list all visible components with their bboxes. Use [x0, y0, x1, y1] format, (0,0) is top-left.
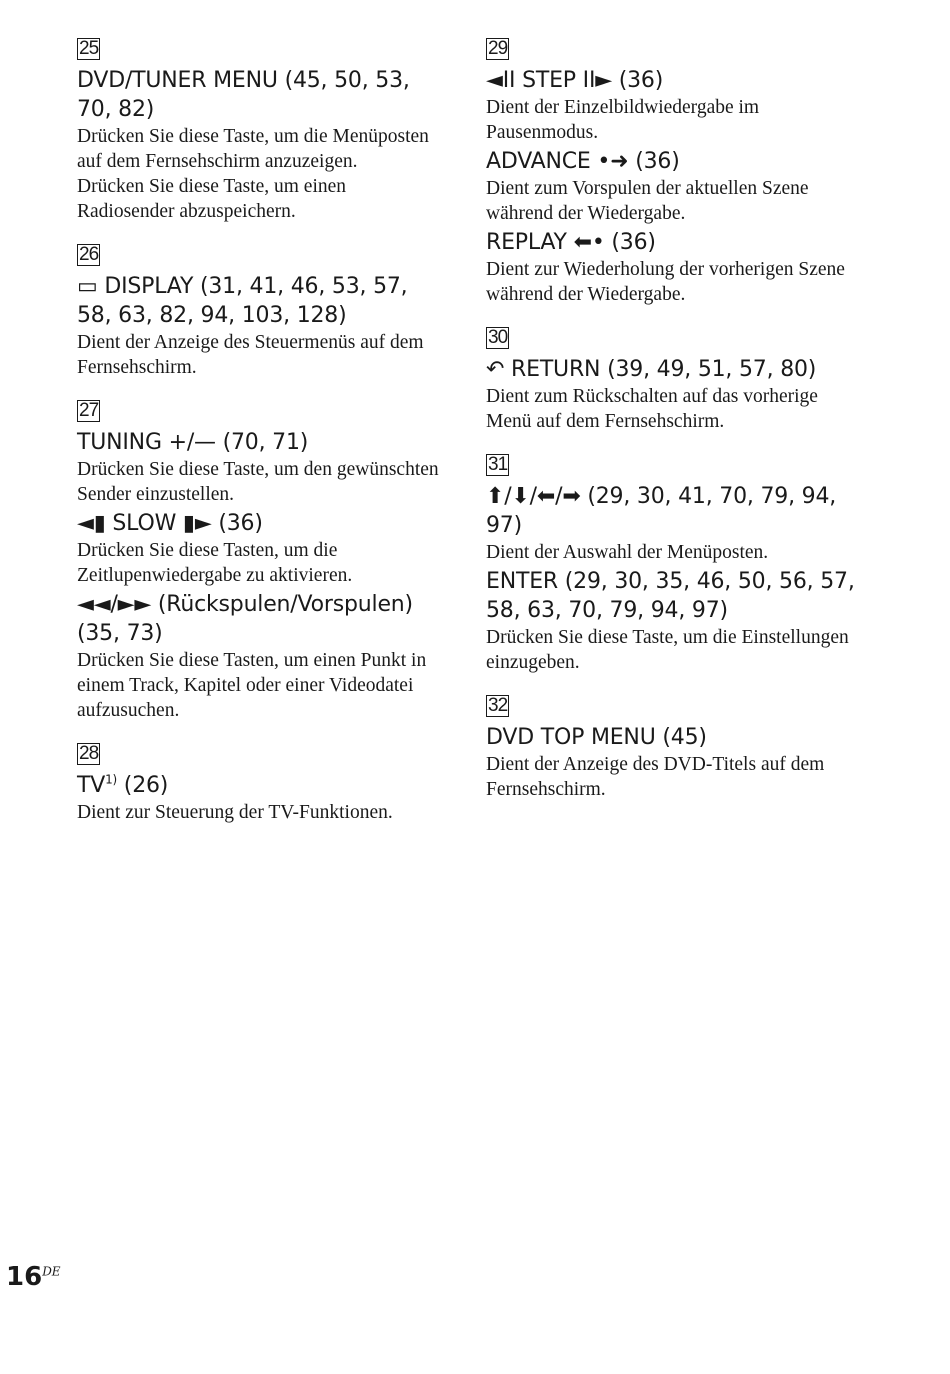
entry-number: 32 [488, 695, 508, 716]
description-line: Dient zur Wiederholung der vorherigen Szene während der Wiedergabe. [486, 259, 845, 305]
key-heading [486, 228, 866, 257]
description-line: Drücken Sie diese Taste, um einen Radiosender abzuspeichern. [77, 176, 347, 222]
key-description [77, 800, 447, 825]
key-description [77, 648, 447, 723]
key-description [486, 625, 866, 675]
key-description [77, 538, 447, 588]
key-heading [486, 723, 866, 752]
description-line: Dient zum Rückschalten auf das vorherige Menü auf dem Fernsehschirm. [486, 386, 818, 432]
key-heading-text: ADVANCE •➜ (36) [486, 149, 680, 174]
key-description [77, 124, 447, 224]
description-line: Dient der Anzeige des Steuermenüs auf dem Fernsehschirm. [77, 332, 424, 378]
description-line: Dient zur Steuerung der TV-Funktionen. [77, 802, 393, 823]
key-heading-text: ◄II STEP II► (36) [486, 68, 664, 93]
page-number [6, 1262, 61, 1292]
key-heading-text: ◄◄/►► (Rückspulen/Vorspulen) (35, 73) [77, 592, 413, 646]
entry-number: 29 [488, 38, 508, 59]
key-heading-text: ▭ DISPLAY (31, 41, 46, 53, 57, 58, 63, 82, 94, 103, 128) [77, 274, 408, 328]
key-heading-text: TV [77, 773, 106, 798]
left-column [77, 38, 447, 845]
key-heading-text: ⬆/⬇/⬅/➡ (29, 30, 41, 70, 79, 94, 97) [486, 484, 837, 538]
description-line: Drücken Sie diese Taste, um die Menüposten auf dem Fernsehschirm anzuzeigen. [77, 126, 429, 172]
key-heading [77, 590, 447, 648]
description-line: Drücken Sie diese Tasten, um die Zeitlupenwiedergabe zu aktivieren. [77, 540, 353, 586]
page-number-suffix: DE [42, 1264, 61, 1279]
key-heading [486, 355, 866, 384]
key-description [77, 457, 447, 507]
key-heading [77, 428, 447, 457]
entry-number: 25 [79, 38, 99, 59]
entry-27 [77, 400, 447, 723]
key-heading-text: TUNING +/— (70, 71) [77, 430, 309, 455]
description-line: Drücken Sie diese Tasten, um einen Punkt in einem Track, Kapitel oder einer Videodatei aufzusuchen. [77, 650, 427, 721]
key-heading [486, 147, 866, 176]
key-description [486, 176, 866, 226]
footnote-marker: 1) [105, 772, 118, 787]
entry-32 [486, 695, 866, 802]
description-line: Dient zum Vorspulen der aktuellen Szene während der Wiedergabe. [486, 178, 809, 224]
key-heading-text: ENTER (29, 30, 35, 46, 50, 56, 57, 58, 63, 70, 79, 94, 97) [486, 569, 855, 623]
key-heading-text: DVD TOP MENU (45) [486, 725, 707, 750]
right-column [486, 38, 866, 822]
key-heading [486, 66, 866, 95]
entry-25 [77, 38, 447, 224]
entry-30 [486, 327, 866, 434]
key-heading-suffix: (26) [117, 773, 169, 798]
description-line: Dient der Anzeige des DVD-Titels auf dem Fernsehschirm. [486, 754, 825, 800]
key-heading [77, 771, 447, 800]
description-line: Drücken Sie diese Taste, um die Einstellungen einzugeben. [486, 627, 849, 673]
key-description [77, 330, 447, 380]
key-description [486, 752, 866, 802]
entry-26 [77, 244, 447, 380]
entry-number: 30 [488, 327, 508, 348]
entry-31 [486, 454, 866, 675]
key-heading-text: REPLAY ⬅• (36) [486, 230, 656, 255]
key-heading-text: DVD/TUNER MENU (45, 50, 53, 70, 82) [77, 68, 410, 122]
key-description [486, 257, 866, 307]
entry-28 [77, 743, 447, 825]
entry-number: 31 [488, 454, 508, 475]
key-heading [77, 272, 447, 330]
entry-number: 27 [79, 400, 99, 421]
key-heading [77, 509, 447, 538]
entry-29 [486, 38, 866, 307]
key-heading-text: ◄▮ SLOW ▮► (36) [77, 511, 263, 536]
key-heading [486, 482, 866, 540]
description-line: Drücken Sie diese Taste, um den gewünschten Sender einzustellen. [77, 459, 439, 505]
entry-number: 28 [79, 743, 99, 764]
key-heading [486, 567, 866, 625]
page-number-value: 16 [6, 1262, 43, 1292]
key-description [486, 384, 866, 434]
key-description [486, 95, 866, 145]
key-description [486, 540, 866, 565]
description-line: Dient der Auswahl der Menüposten. [486, 542, 769, 563]
description-line: Dient der Einzelbildwiedergabe im Pausenmodus. [486, 97, 760, 143]
key-heading [77, 66, 447, 124]
key-heading-text: ↶ RETURN (39, 49, 51, 57, 80) [486, 357, 817, 382]
entry-number: 26 [79, 244, 99, 265]
